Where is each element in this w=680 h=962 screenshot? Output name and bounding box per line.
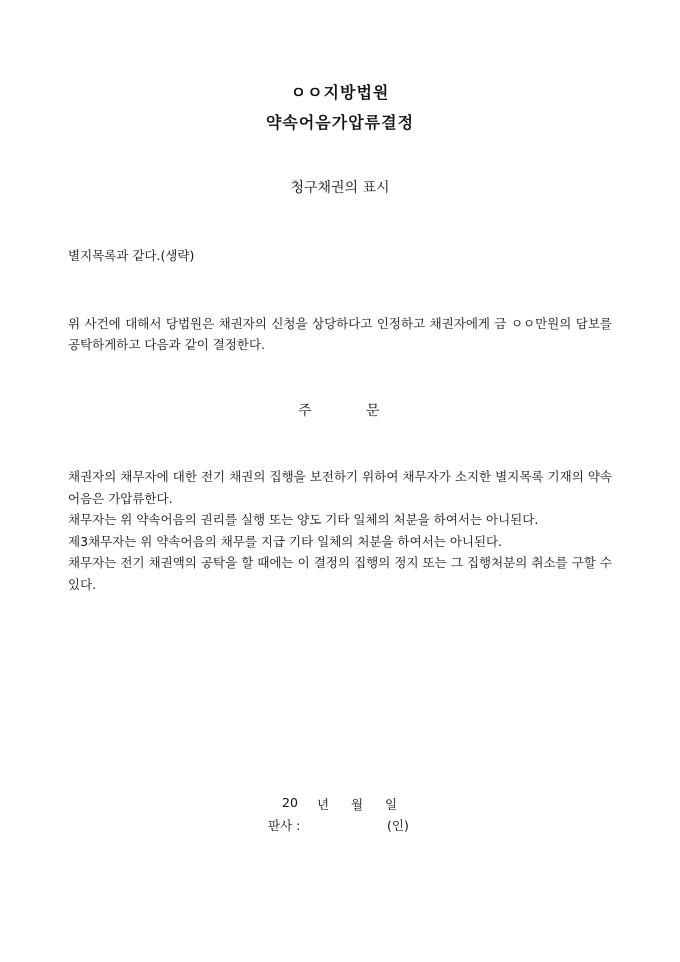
judge-label: 판사 : [268, 818, 301, 833]
order-paragraph: 제3채무자는 위 약속어음의 채무를 지급 기타 일체의 처분을 하여서는 아니된다. [68, 533, 503, 549]
main-order-body [68, 466, 612, 595]
court-name: ㅇㅇ지방법원 [290, 83, 390, 102]
date-year-unit: 년 [317, 797, 330, 812]
date-line [0, 795, 680, 813]
claim-heading: 청구채권의 표시 [290, 180, 390, 196]
date-year: 20 [282, 795, 298, 810]
main-order-heading-char-1: 주 [298, 403, 312, 419]
order-paragraph: 채무자는 위 약속어음의 권리를 실행 또는 양도 기타 일체의 처분을 하여서는 아니된다. [68, 512, 539, 527]
date-day-unit: 일 [385, 797, 398, 812]
claim-body: 별지목록과 같다.(생략) [68, 248, 195, 263]
order-paragraph: 채권자의 채무자에 대한 전기 채권의 집행을 보전하기 위하여 채무자가 소지한 별지목록 기재의 약속어음은 가압류한다. [68, 469, 612, 506]
document-title: 약속어음가압류결정 [265, 113, 415, 132]
judge-signature-line [0, 816, 680, 834]
seal-mark: (인) [387, 818, 409, 833]
main-order-heading [0, 400, 680, 420]
date-month-unit: 월 [351, 797, 364, 812]
order-paragraph: 채무자는 전기 채권액의 공탁을 할 때에는 이 결정의 집행의 정지 또는 그 집행처분의 취소를 구할 수 있다. [68, 555, 612, 592]
main-order-heading-char-2: 문 [366, 403, 380, 419]
decision-intro: 위 사건에 대해서 당법원은 채권자의 신청을 상당하다고 인정하고 채권자에게 금 ㅇㅇ만원의 담보를 공탁하게하고 다음과 같이 결정한다. [68, 316, 612, 352]
